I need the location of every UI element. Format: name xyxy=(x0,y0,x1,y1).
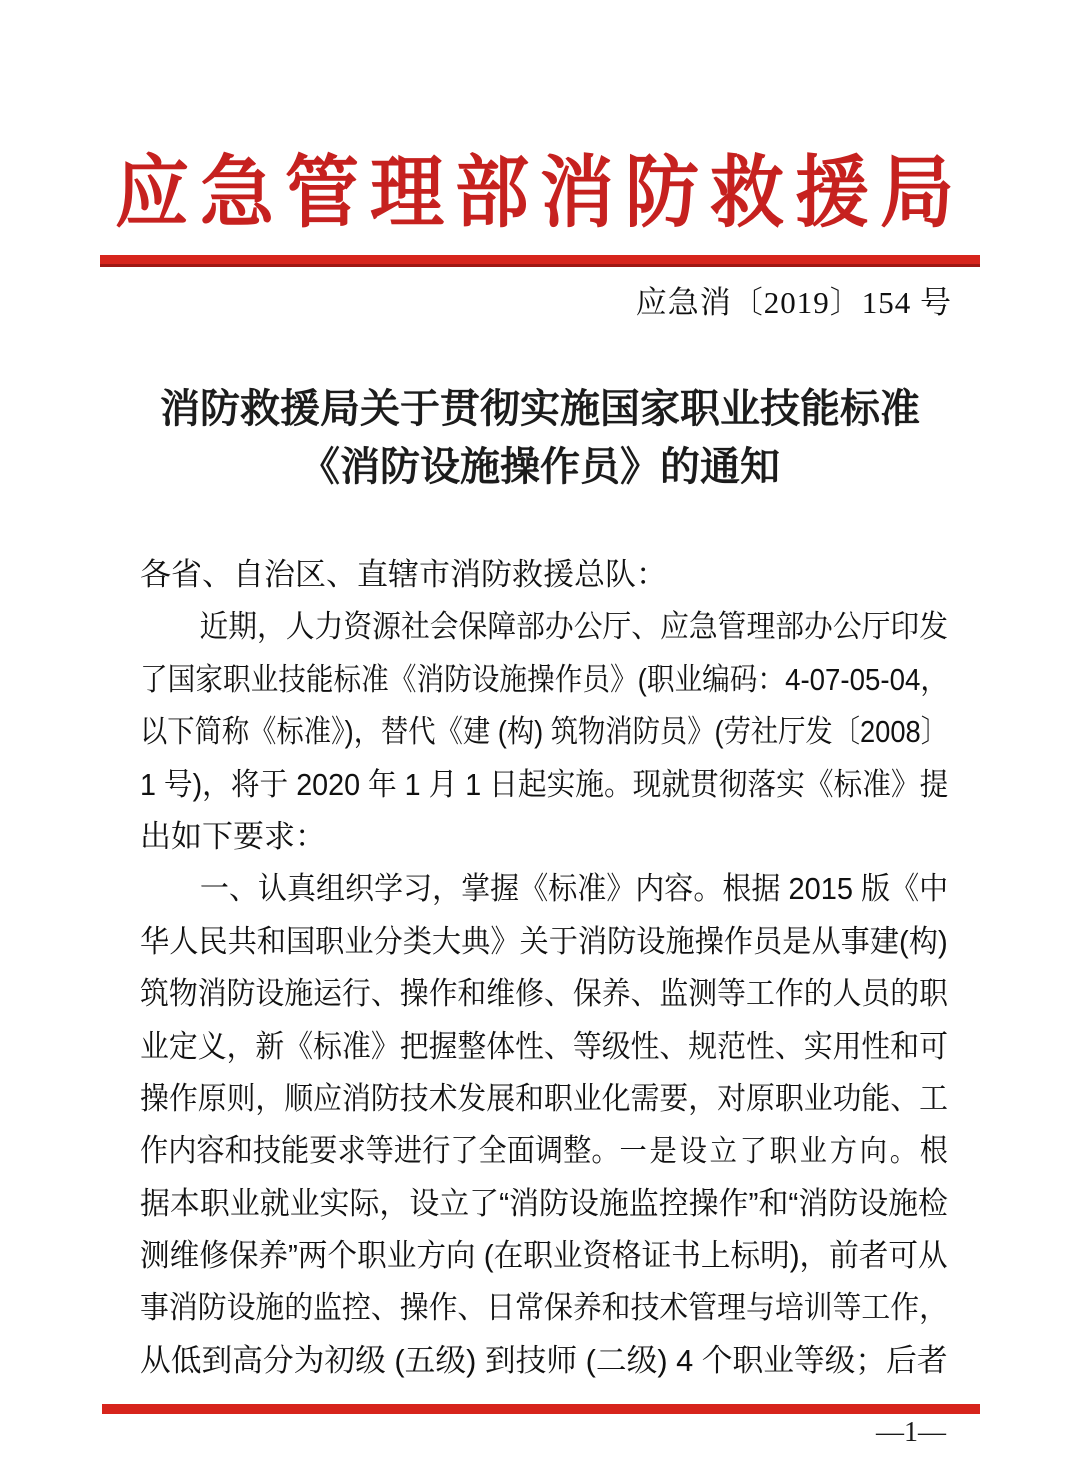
footer-rule xyxy=(102,1404,980,1414)
document-title xyxy=(100,380,980,496)
body-text: 据本职业就业实际，设立了“消防设施监控操作”和“消防设施检 xyxy=(140,1185,948,1221)
body-text: 以下简称《标准》)，替代《建 (构) 筑物消防员》(劳社厅发〔2008〕 xyxy=(140,714,948,750)
body-line xyxy=(140,916,948,968)
document-body xyxy=(140,549,948,1387)
body-line xyxy=(140,1230,948,1282)
document-title-line1: 消防救援局关于贯彻实施国家职业技能标准 xyxy=(160,387,920,431)
doc-number: 应急消〔2019〕154 号 xyxy=(635,285,952,320)
page-number: —1— xyxy=(876,1417,946,1448)
body-line xyxy=(140,601,948,653)
body-text: 根 xyxy=(919,1133,948,1169)
body-text: 业定义，新《标准》把握整体性、等级性、规范性、实用性和可 xyxy=(140,1028,948,1064)
body-text: 筑物消防设施运行、操作和维修、保养、监测等工作的人员的职 xyxy=(140,976,948,1012)
header-rule xyxy=(100,255,980,267)
body-line xyxy=(140,549,948,601)
body-emphasis-kaiti: 一是设立了职业方向。 xyxy=(619,1135,920,1169)
body-line xyxy=(140,811,948,863)
body-line xyxy=(140,706,948,758)
body-line xyxy=(140,1125,948,1177)
body-line xyxy=(140,1335,948,1387)
body-line xyxy=(140,1021,948,1073)
body-text: 出如下要求： xyxy=(140,818,326,854)
body-line xyxy=(140,1178,948,1230)
body-text: 1 号)，将于 2020 年 1 月 1 日起实施。现就贯彻落实《标准》提 xyxy=(140,766,949,802)
document-title-line2: 《消防设施操作员》的通知 xyxy=(300,445,780,489)
body-text: 事消防设施的监控、操作、日常保养和技术管理与培训等工作， xyxy=(140,1290,948,1326)
body-text: 测维修保养”两个职业方向 (在职业资格证书上标明)，前者可从 xyxy=(140,1238,948,1274)
body-text: 华人民共和国职业分类大典》关于消防设施操作员是从事建(构) xyxy=(140,923,948,959)
body-text: 从低到高分为初级 (五级) 到技师 (二级) 4 个职业等级；后者 xyxy=(140,1342,948,1378)
body-line xyxy=(140,968,948,1020)
agency-letterhead: 应急管理部消防救援局 xyxy=(115,150,965,238)
body-text: 操作原则，顺应消防技术发展和职业化需要，对原职业功能、工 xyxy=(140,1080,948,1116)
body-text: 了国家职业技能标准《消防设施操作员》(职业编码：4-07-05-04， xyxy=(140,661,948,697)
body-text: 各省、自治区、直辖市消防救援总队： xyxy=(140,557,667,592)
body-line xyxy=(140,759,949,811)
body-text: 作内容和技能要求等进行了全面调整。 xyxy=(140,1133,620,1169)
body-line xyxy=(140,1073,948,1125)
body-text: 近期，人力资源社会保障部办公厅、应急管理部办公厅印发 xyxy=(199,609,948,645)
body-text: 一、认真组织学习，掌握《标准》内容。根据 2015 版《中 xyxy=(199,871,949,907)
body-line xyxy=(140,654,948,706)
body-line xyxy=(140,863,949,915)
body-line xyxy=(140,1282,948,1334)
